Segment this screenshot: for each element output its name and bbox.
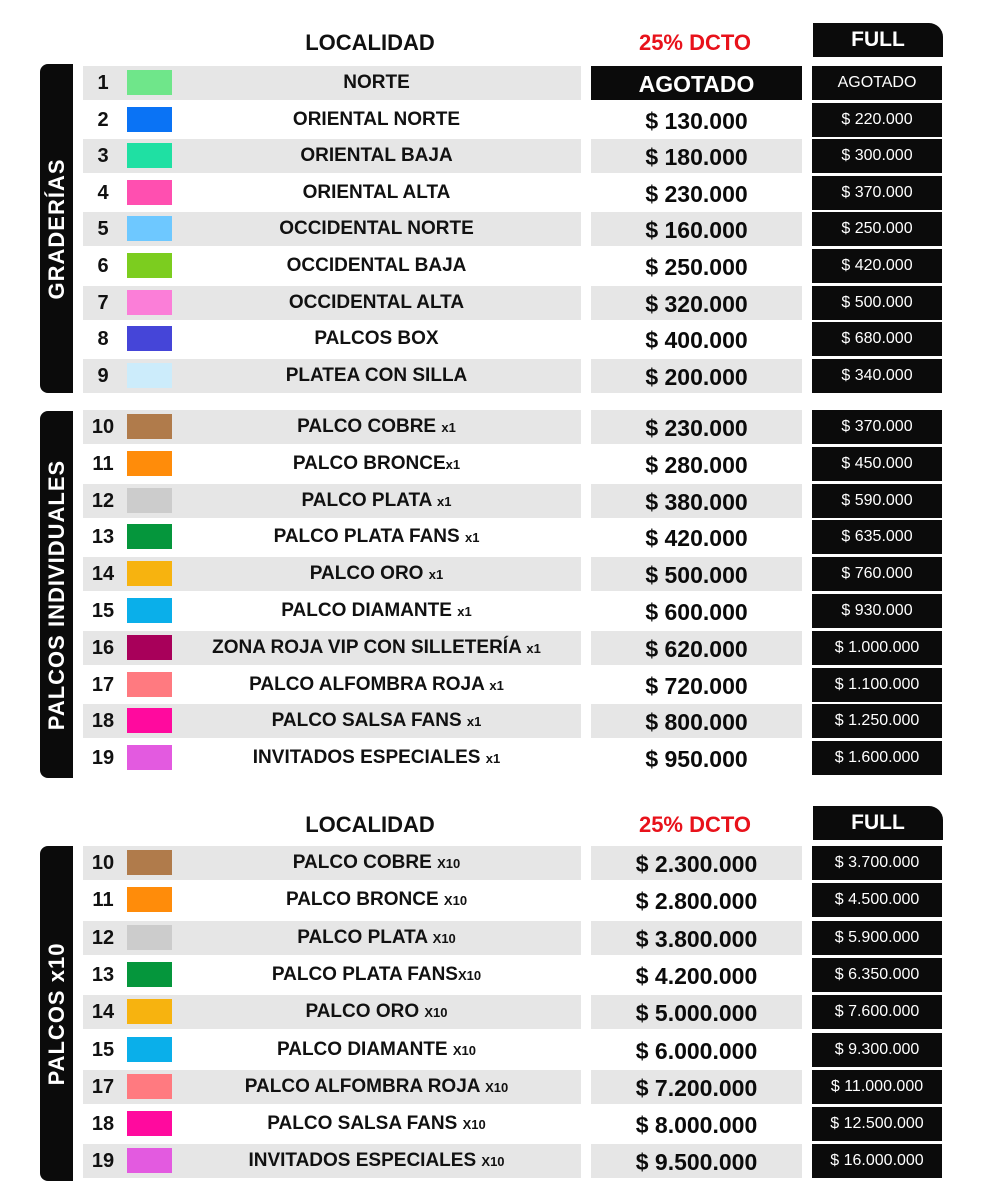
full-price: AGOTADO	[812, 66, 942, 100]
zone-name	[172, 1070, 581, 1105]
table-row	[0, 995, 1000, 1029]
row-number: 9	[97, 364, 109, 387]
row-number: 14	[91, 1001, 115, 1024]
zone-cell	[83, 1107, 581, 1141]
header-full: FULL	[813, 23, 943, 57]
zone-cell	[83, 557, 581, 591]
discount-price: $ 3.800.000	[591, 921, 802, 955]
table-row	[0, 1107, 1000, 1141]
zone-name	[172, 741, 581, 776]
discount-price: $ 8.000.000	[635, 1112, 758, 1139]
discount-price: $ 800.000	[591, 704, 802, 738]
color-swatch	[127, 887, 172, 912]
zone-label: PALCO SALSA FANS	[267, 1113, 463, 1135]
table-row	[0, 359, 1000, 393]
discount-price: $ 720.000	[645, 672, 748, 699]
color-swatch	[127, 1074, 172, 1099]
zone-name	[172, 668, 581, 703]
discount-price: $ 620.000	[591, 631, 802, 665]
discount-price: $ 600.000	[645, 599, 748, 625]
table-row	[0, 594, 1000, 628]
row-number: 2	[97, 108, 109, 131]
quantity-suffix: x1	[457, 604, 472, 619]
discount-price: $ 130.000	[645, 107, 748, 134]
zone-label: PLATEA CON SILLA	[285, 364, 468, 386]
header-discount-2: 25% DCTO	[638, 812, 752, 837]
row-number: 18	[91, 1113, 115, 1136]
table-row	[0, 66, 1000, 100]
row-number: 10	[91, 852, 115, 874]
zone-name	[172, 139, 581, 173]
table-row	[0, 741, 1000, 775]
quantity-suffix: X10	[437, 856, 461, 871]
row-number: 18	[91, 710, 115, 733]
color-swatch	[127, 598, 172, 623]
zone-label: PALCO ORO	[309, 563, 429, 585]
table-row	[0, 921, 1000, 955]
full-price: $ 1.100.000	[812, 668, 942, 702]
table-row	[0, 249, 1000, 283]
color-swatch	[127, 1037, 172, 1062]
color-swatch	[127, 850, 172, 875]
zone-name	[172, 249, 581, 283]
zone-name	[172, 410, 581, 445]
table-row	[0, 1070, 1000, 1104]
zone-cell	[83, 1070, 581, 1104]
full-price: $ 12.500.000	[812, 1107, 942, 1141]
zone-label: ZONA ROJA VIP CON SILLETERÍA	[212, 636, 527, 658]
quantity-suffix: X10	[481, 1154, 505, 1170]
header-localidad: LOCALIDAD	[305, 30, 435, 55]
row-number: 5	[97, 218, 109, 241]
zone-label: PALCO ALFOMBRA ROJA	[244, 1075, 486, 1097]
table-row	[0, 176, 1000, 210]
zone-cell	[83, 594, 581, 628]
color-swatch	[127, 1111, 172, 1136]
full-price: $ 5.900.000	[812, 921, 942, 955]
zone-cell	[83, 704, 581, 738]
zone-name	[172, 594, 581, 629]
full-price: $ 340.000	[812, 359, 942, 393]
zone-label: OCCIDENTAL ALTA	[288, 291, 465, 313]
discount-price: $ 400.000	[645, 327, 748, 354]
full-price: $ 1.250.000	[812, 704, 942, 738]
row-number: 17	[91, 673, 115, 696]
full-price: $ 370.000	[812, 410, 942, 444]
color-swatch	[127, 290, 172, 315]
quantity-suffix: X10	[443, 893, 468, 909]
discount-price: $ 380.000	[591, 484, 802, 518]
zone-cell	[83, 1033, 581, 1067]
row-number: 16	[91, 636, 115, 659]
color-swatch	[127, 451, 172, 476]
full-price: $ 9.300.000	[812, 1033, 942, 1067]
discount-price: $ 180.000	[591, 139, 802, 173]
discount-price: $ 230.000	[645, 180, 748, 207]
color-swatch	[127, 1148, 172, 1173]
color-swatch	[127, 253, 172, 278]
color-swatch	[127, 107, 172, 132]
color-swatch	[127, 635, 172, 660]
color-swatch	[127, 925, 172, 950]
zone-cell	[83, 410, 581, 444]
table-row	[0, 668, 1000, 702]
zone-label: PALCOS BOX	[314, 328, 439, 350]
zone-cell	[83, 249, 581, 283]
quantity-suffix: X10	[452, 1042, 477, 1058]
row-number: 19	[91, 747, 115, 770]
section-title: PALCOS INDIVIDUALES	[43, 459, 69, 730]
zone-name	[172, 103, 581, 137]
row-number: 6	[97, 255, 109, 277]
full-price: $ 680.000	[812, 322, 942, 356]
full-price: $ 250.000	[812, 212, 942, 246]
zone-cell	[83, 741, 581, 775]
color-swatch	[127, 672, 172, 697]
table-row	[0, 958, 1000, 992]
row-number: 11	[92, 889, 114, 912]
full-price: $ 760.000	[812, 557, 942, 591]
zone-name	[172, 66, 581, 100]
full-price: $ 1.000.000	[812, 631, 942, 665]
table-row	[0, 704, 1000, 738]
color-swatch	[127, 143, 172, 168]
discount-price: $ 230.000	[591, 410, 802, 444]
table-row	[0, 212, 1000, 246]
table-row	[0, 631, 1000, 665]
full-price: $ 6.350.000	[812, 958, 942, 992]
color-swatch	[127, 414, 172, 439]
row-number: 13	[91, 526, 115, 549]
zone-label: INVITADOS ESPECIALES	[252, 747, 486, 769]
row-number: 15	[91, 1038, 115, 1061]
zone-name	[172, 359, 581, 393]
row-number: 3	[97, 145, 109, 168]
zone-label: PALCO SALSA FANS	[271, 710, 467, 732]
full-price: $ 590.000	[812, 484, 942, 518]
zone-label: ORIENTAL ALTA	[302, 181, 451, 203]
zone-label: PALCO BRONCE	[292, 452, 446, 474]
full-price: $ 300.000	[812, 139, 942, 173]
sold-out-badge: AGOTADO	[591, 66, 802, 100]
full-price: $ 420.000	[812, 249, 942, 283]
table-row	[0, 1144, 1000, 1178]
table-row	[0, 139, 1000, 173]
quantity-suffix: x1	[466, 714, 482, 730]
discount-price: $ 5.000.000	[591, 995, 802, 1029]
quantity-suffix: x1	[489, 677, 504, 693]
table-row	[0, 557, 1000, 591]
full-price: $ 450.000	[812, 447, 942, 481]
zone-name	[172, 322, 581, 356]
zone-name	[172, 557, 581, 592]
zone-label: PALCO ALFOMBRA ROJA	[249, 673, 490, 695]
discount-price: $ 320.000	[591, 286, 802, 320]
row-number: 11	[92, 452, 114, 475]
full-price: $ 3.700.000	[812, 846, 942, 880]
quantity-suffix: x1	[526, 640, 541, 656]
quantity-suffix: x1	[428, 567, 444, 583]
row-number: 15	[91, 600, 115, 622]
zone-name	[172, 1144, 581, 1179]
zone-label: OCCIDENTAL BAJA	[286, 255, 467, 276]
zone-label: PALCO BRONCE	[285, 889, 444, 911]
table-row	[0, 447, 1000, 481]
zone-label: PALCO DIAMANTE	[276, 1038, 453, 1060]
color-swatch	[127, 216, 172, 241]
section-title: PALCOS x10	[43, 942, 69, 1085]
table-row	[0, 520, 1000, 554]
quantity-suffix: x1	[441, 420, 456, 435]
zone-name	[172, 447, 581, 482]
zone-label: PALCO COBRE	[297, 416, 442, 437]
zone-cell	[83, 447, 581, 481]
discount-price: $ 200.000	[591, 359, 802, 393]
zone-name	[172, 631, 581, 666]
color-swatch	[127, 524, 172, 549]
quantity-suffix: x1	[485, 751, 501, 767]
discount-price: $ 7.200.000	[591, 1070, 802, 1104]
full-price: $ 500.000	[812, 286, 942, 320]
quantity-suffix: X10	[424, 1005, 448, 1021]
header-localidad-2: LOCALIDAD	[305, 812, 435, 837]
quantity-suffix: x1	[436, 493, 452, 509]
row-number: 12	[91, 489, 115, 512]
zone-name	[172, 704, 581, 739]
zone-cell	[83, 995, 581, 1029]
quantity-suffix: x1	[464, 530, 480, 546]
zone-label: INVITADOS ESPECIALES	[248, 1150, 482, 1172]
discount-price: $ 420.000	[645, 525, 748, 552]
zone-cell	[83, 359, 581, 393]
discount-price: $ 2.800.000	[635, 888, 758, 915]
zone-cell	[83, 139, 581, 173]
zone-label: OCCIDENTAL NORTE	[279, 218, 474, 240]
zone-label: ORIENTAL NORTE	[292, 108, 461, 130]
color-swatch	[127, 363, 172, 388]
zone-cell	[83, 66, 581, 100]
discount-price: $ 6.000.000	[635, 1037, 758, 1064]
table-row	[0, 883, 1000, 917]
zone-cell	[83, 1144, 581, 1178]
full-price: $ 1.600.000	[812, 741, 942, 775]
discount-price: $ 4.200.000	[635, 962, 758, 989]
row-number: 14	[91, 563, 115, 586]
zone-cell	[83, 176, 581, 210]
discount-price: $ 950.000	[645, 746, 748, 773]
discount-price: $ 250.000	[645, 254, 748, 280]
zone-label: PALCO PLATA	[297, 926, 433, 948]
zone-cell	[83, 103, 581, 137]
zone-name	[172, 212, 581, 246]
color-swatch	[127, 745, 172, 770]
row-number: 1	[97, 72, 109, 94]
table-row	[0, 484, 1000, 518]
zone-cell	[83, 286, 581, 320]
zone-name	[172, 286, 581, 320]
header-full-2: FULL	[813, 806, 943, 840]
color-swatch	[127, 708, 172, 733]
zone-name	[172, 846, 581, 881]
full-price: $ 11.000.000	[812, 1070, 942, 1104]
table-row	[0, 286, 1000, 320]
full-price: $ 930.000	[812, 594, 942, 628]
table-row	[0, 1033, 1000, 1067]
zone-label: NORTE	[343, 72, 410, 93]
zone-label: PALCO DIAMANTE	[281, 600, 458, 621]
color-swatch	[127, 70, 172, 95]
zone-name	[172, 1033, 581, 1068]
section-title: GRADERÍAS	[43, 157, 69, 300]
zone-label: PALCO ORO	[305, 1001, 425, 1023]
zone-label: ORIENTAL BAJA	[300, 145, 453, 167]
color-swatch	[127, 326, 172, 351]
zone-name	[172, 958, 581, 993]
row-number: 10	[91, 416, 115, 438]
color-swatch	[127, 561, 172, 586]
full-price: $ 7.600.000	[812, 995, 942, 1029]
color-swatch	[127, 999, 172, 1024]
zone-name	[172, 520, 581, 555]
quantity-suffix: X10	[432, 930, 456, 946]
zone-label: PALCO PLATA FANS	[271, 963, 458, 985]
color-swatch	[127, 488, 172, 513]
zone-name	[172, 1107, 581, 1142]
full-price: $ 370.000	[812, 176, 942, 210]
discount-price: $ 160.000	[591, 212, 802, 246]
zone-name	[172, 484, 581, 519]
zone-cell	[83, 883, 581, 917]
zone-cell	[83, 921, 581, 955]
table-row	[0, 846, 1000, 880]
table-row	[0, 103, 1000, 137]
row-number: 8	[97, 328, 109, 351]
color-swatch	[127, 962, 172, 987]
discount-price: $ 280.000	[645, 451, 748, 478]
row-number: 19	[91, 1150, 115, 1173]
row-number: 13	[91, 963, 115, 986]
quantity-suffix: x1	[445, 456, 461, 472]
table-row	[0, 410, 1000, 444]
zone-name	[172, 995, 581, 1030]
zone-label: PALCO PLATA FANS	[273, 526, 465, 548]
color-swatch	[127, 180, 172, 205]
discount-price: $ 500.000	[591, 557, 802, 591]
zone-cell	[83, 846, 581, 880]
full-price: $ 220.000	[812, 103, 942, 137]
table-row	[0, 322, 1000, 356]
full-price: $ 16.000.000	[812, 1144, 942, 1178]
quantity-suffix: X10	[457, 967, 482, 983]
row-number: 4	[97, 181, 109, 204]
header-discount: 25% DCTO	[638, 30, 752, 55]
zone-label: PALCO COBRE	[292, 852, 438, 873]
zone-name	[172, 176, 581, 210]
row-number: 7	[97, 291, 109, 314]
full-price: $ 635.000	[812, 520, 942, 554]
discount-price: $ 9.500.000	[591, 1144, 802, 1178]
row-number: 12	[91, 926, 115, 949]
discount-price: $ 2.300.000	[591, 846, 802, 880]
zone-cell	[83, 631, 581, 665]
zone-cell	[83, 484, 581, 518]
full-price: $ 4.500.000	[812, 883, 942, 917]
zone-cell	[83, 322, 581, 356]
zone-cell	[83, 520, 581, 554]
zone-cell	[83, 212, 581, 246]
zone-cell	[83, 958, 581, 992]
quantity-suffix: X10	[485, 1079, 509, 1095]
zone-cell	[83, 668, 581, 702]
quantity-suffix: X10	[462, 1117, 486, 1133]
zone-name	[172, 921, 581, 956]
row-number: 17	[91, 1075, 115, 1098]
zone-label: PALCO PLATA	[301, 489, 437, 511]
zone-name	[172, 883, 581, 918]
